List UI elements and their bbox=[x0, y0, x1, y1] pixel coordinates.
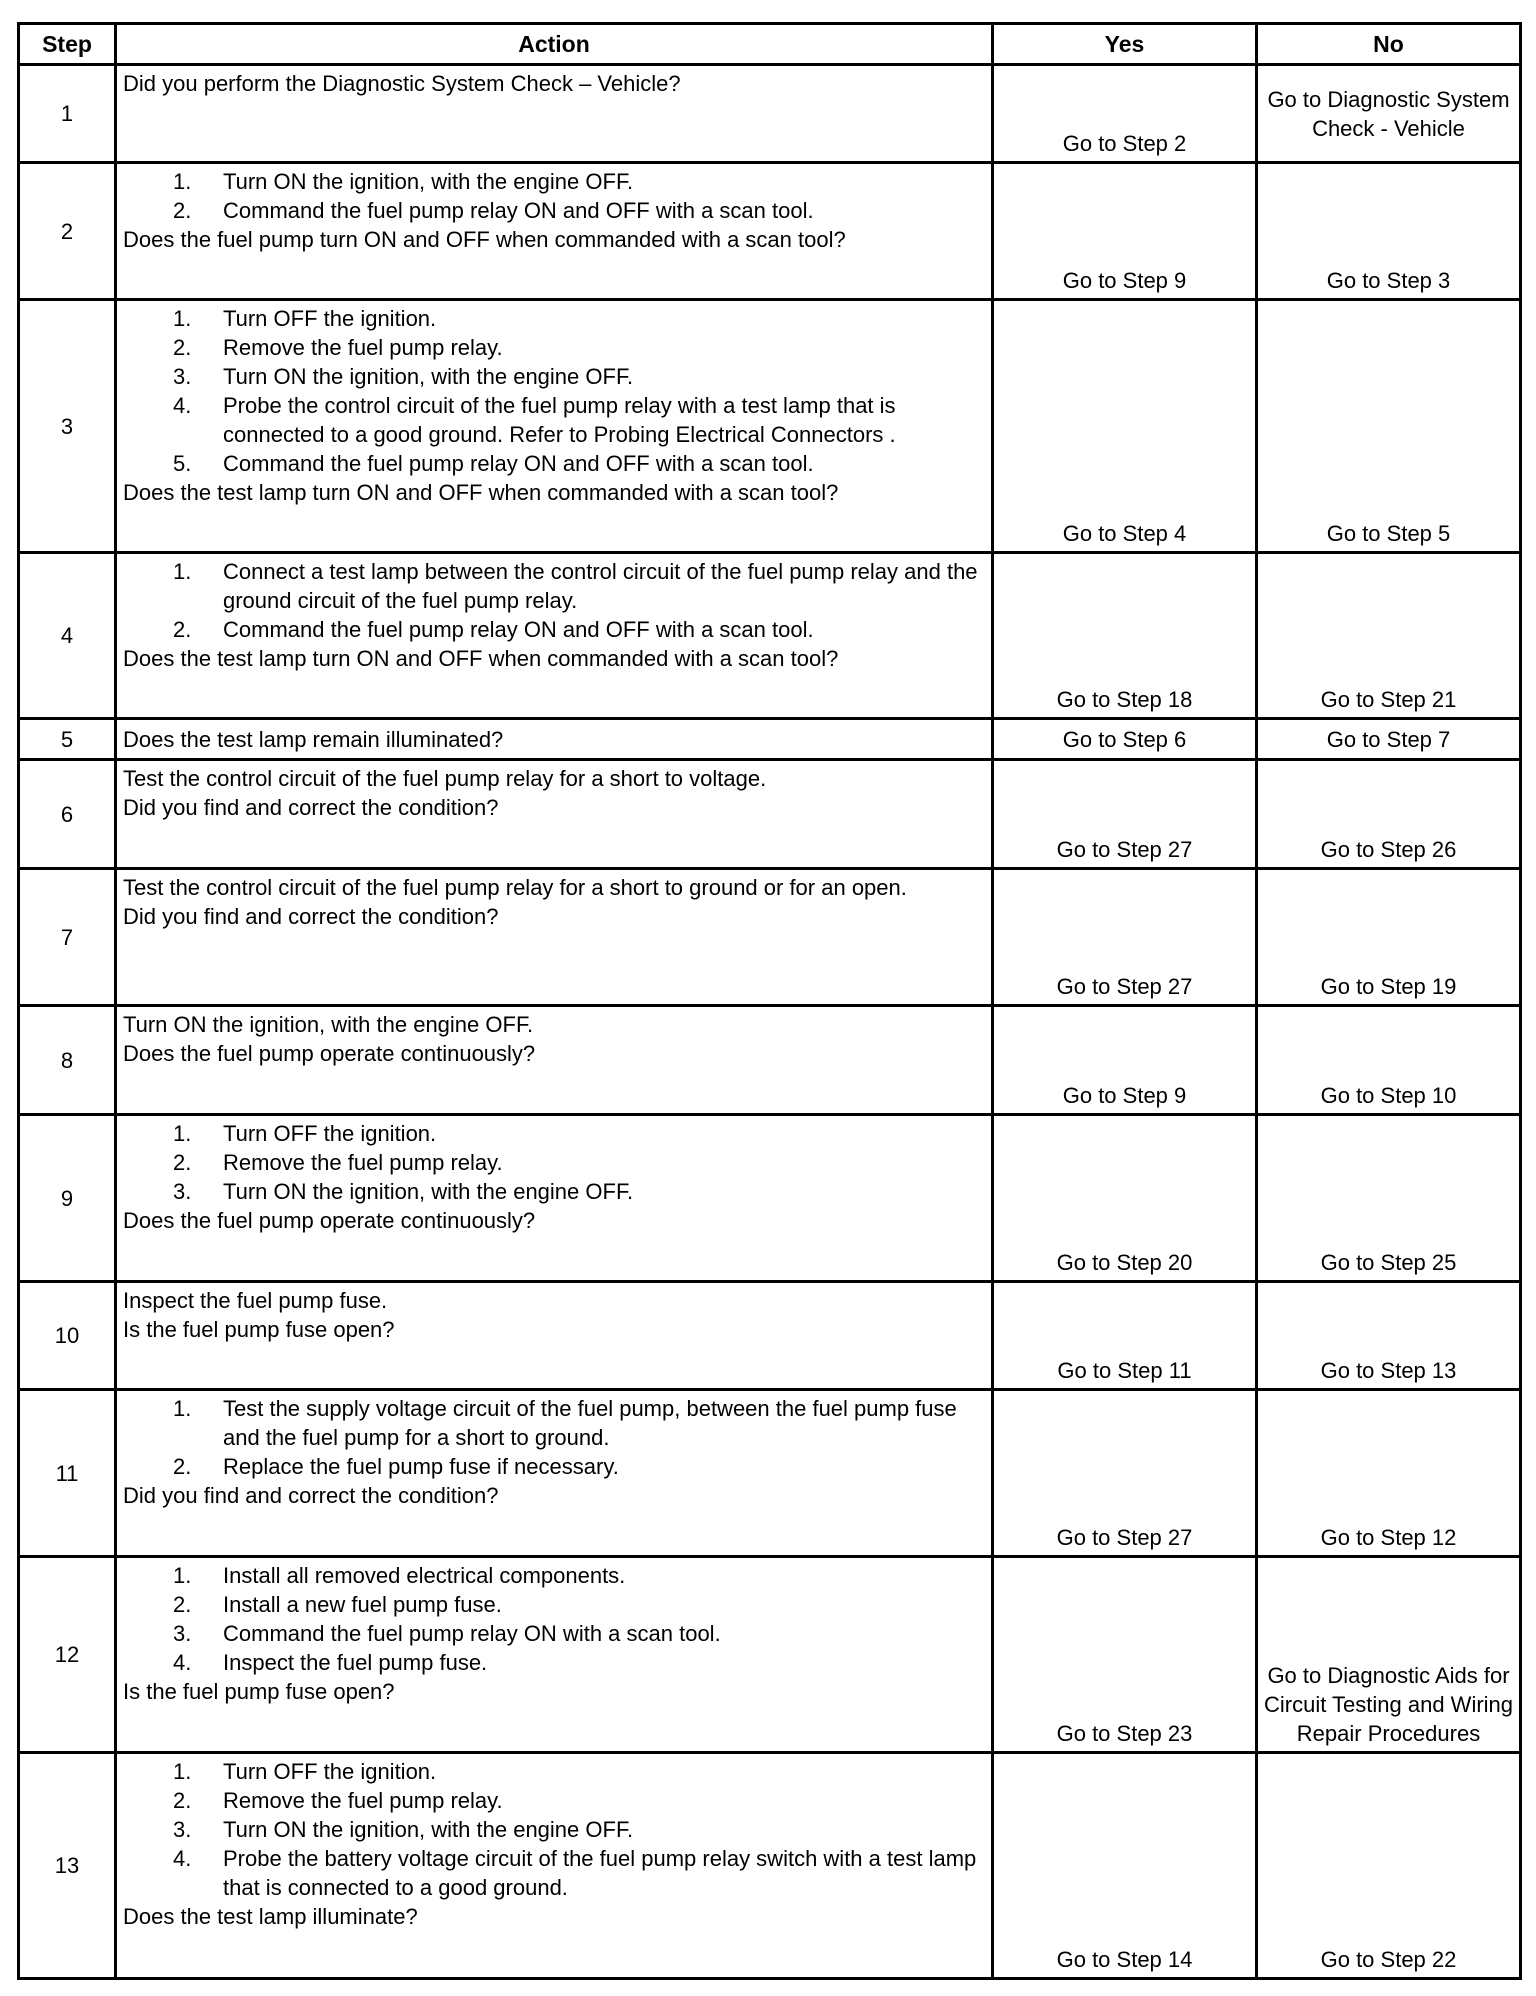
table-row bbox=[19, 1557, 1521, 1753]
action-cell bbox=[116, 1390, 993, 1557]
action-steps bbox=[123, 557, 987, 644]
action-question: Does the test lamp illuminate? bbox=[123, 1904, 418, 1929]
step-number: 13 bbox=[19, 1753, 116, 1979]
action-steps bbox=[123, 1561, 987, 1677]
step-number: 3 bbox=[19, 300, 116, 553]
action-question: Is the fuel pump fuse open? bbox=[123, 1679, 395, 1704]
action-cell bbox=[116, 1557, 993, 1753]
yes-cell: Go to Step 9 bbox=[993, 163, 1257, 300]
action-step-item: 2. Remove the fuel pump relay. bbox=[173, 1150, 503, 1175]
step-number: 1 bbox=[19, 65, 116, 163]
table-row bbox=[19, 869, 1521, 1006]
no-cell: Go to Diagnostic Aids for Circuit Testing and Wiring Repair Procedures bbox=[1257, 1557, 1521, 1753]
action-step-item: 5. Command the fuel pump relay ON and OFF with a scan tool. bbox=[173, 451, 814, 476]
action-step-item: 4. Inspect the fuel pump fuse. bbox=[173, 1650, 488, 1675]
action-question: Did you find and correct the condition? bbox=[123, 795, 499, 820]
action-step-item: 3. Turn ON the ignition, with the engine OFF. bbox=[173, 1179, 634, 1204]
yes-cell: Go to Step 6 bbox=[993, 719, 1257, 760]
step-number: 9 bbox=[19, 1115, 116, 1282]
action-step-item: 2. Install a new fuel pump fuse. bbox=[173, 1592, 502, 1617]
header-action: Action bbox=[116, 24, 993, 65]
yes-cell: Go to Step 27 bbox=[993, 760, 1257, 869]
table-row bbox=[19, 1282, 1521, 1390]
action-step-item: 2. Command the fuel pump relay ON and OFF with a scan tool. bbox=[173, 198, 814, 223]
yes-cell: Go to Step 11 bbox=[993, 1282, 1257, 1390]
no-cell: Go to Step 12 bbox=[1257, 1390, 1521, 1557]
action-question: Does the test lamp turn ON and OFF when commanded with a scan tool? bbox=[123, 646, 839, 671]
action-cell bbox=[116, 719, 993, 760]
no-cell: Go to Step 7 bbox=[1257, 719, 1521, 760]
action-question: Did you find and correct the condition? bbox=[123, 1483, 499, 1508]
no-cell: Go to Step 22 bbox=[1257, 1753, 1521, 1979]
action-cell bbox=[116, 553, 993, 719]
action-cell bbox=[116, 300, 993, 553]
action-cell bbox=[116, 1006, 993, 1115]
table-row bbox=[19, 719, 1521, 760]
action-step-item: 1. Turn ON the ignition, with the engine OFF. bbox=[173, 169, 634, 194]
no-cell: Go to Step 13 bbox=[1257, 1282, 1521, 1390]
action-step-item: 3. Turn ON the ignition, with the engine OFF. bbox=[173, 364, 634, 389]
header-yes: Yes bbox=[993, 24, 1257, 65]
action-step-item: 1. Turn OFF the ignition. bbox=[173, 306, 437, 331]
step-number: 6 bbox=[19, 760, 116, 869]
action-question: Did you find and correct the condition? bbox=[123, 904, 499, 929]
action-intro: Test the control circuit of the fuel pump relay for a short to ground or for an open. bbox=[123, 875, 907, 900]
action-question: Does the fuel pump turn ON and OFF when commanded with a scan tool? bbox=[123, 227, 846, 252]
action-cell bbox=[116, 869, 993, 1006]
action-step-item: 1. Connect a test lamp between the control circuit of the fuel pump relay and the ground circuit of the fuel pump relay. bbox=[173, 559, 978, 613]
yes-cell: Go to Step 27 bbox=[993, 1390, 1257, 1557]
no-cell: Go to Step 10 bbox=[1257, 1006, 1521, 1115]
no-cell: Go to Step 25 bbox=[1257, 1115, 1521, 1282]
action-step-item: 4. Probe the control circuit of the fuel pump relay with a test lamp that is connected to a good ground. Refer to Probing Electrical Connectors . bbox=[173, 393, 896, 447]
yes-cell: Go to Step 27 bbox=[993, 869, 1257, 1006]
action-question: Did you perform the Diagnostic System Check – Vehicle? bbox=[123, 71, 681, 96]
action-step-item: 2. Command the fuel pump relay ON and OFF with a scan tool. bbox=[173, 617, 814, 642]
step-number: 7 bbox=[19, 869, 116, 1006]
action-step-item: 1. Install all removed electrical components. bbox=[173, 1563, 626, 1588]
table-row bbox=[19, 1390, 1521, 1557]
action-step-item: 3. Turn ON the ignition, with the engine OFF. bbox=[173, 1817, 634, 1842]
yes-cell: Go to Step 23 bbox=[993, 1557, 1257, 1753]
step-number: 2 bbox=[19, 163, 116, 300]
action-question: Is the fuel pump fuse open? bbox=[123, 1317, 395, 1342]
action-cell bbox=[116, 163, 993, 300]
yes-cell: Go to Step 18 bbox=[993, 553, 1257, 719]
action-intro: Turn ON the ignition, with the engine OFF. bbox=[123, 1012, 534, 1037]
action-step-item: 1. Test the supply voltage circuit of the fuel pump, between the fuel pump fuse and the fuel pump for a short to ground. bbox=[173, 1396, 957, 1450]
table-row bbox=[19, 553, 1521, 719]
action-steps bbox=[123, 304, 987, 478]
no-cell: Go to Step 26 bbox=[1257, 760, 1521, 869]
action-step-item: 4. Probe the battery voltage circuit of the fuel pump relay switch with a test lamp that is connected to a good ground. bbox=[173, 1846, 977, 1900]
table-row bbox=[19, 300, 1521, 553]
action-intro: Test the control circuit of the fuel pump relay for a short to voltage. bbox=[123, 766, 767, 791]
action-step-item: 2. Remove the fuel pump relay. bbox=[173, 335, 503, 360]
no-cell: Go to Diagnostic System Check - Vehicle bbox=[1257, 65, 1521, 163]
yes-cell: Go to Step 14 bbox=[993, 1753, 1257, 1979]
header-no: No bbox=[1257, 24, 1521, 65]
step-number: 5 bbox=[19, 719, 116, 760]
action-cell bbox=[116, 65, 993, 163]
action-question: Does the test lamp remain illuminated? bbox=[123, 726, 504, 752]
yes-cell: Go to Step 20 bbox=[993, 1115, 1257, 1282]
action-step-item: 1. Turn OFF the ignition. bbox=[173, 1121, 437, 1146]
no-cell: Go to Step 21 bbox=[1257, 553, 1521, 719]
action-question: Does the test lamp turn ON and OFF when commanded with a scan tool? bbox=[123, 480, 839, 505]
no-cell: Go to Step 19 bbox=[1257, 869, 1521, 1006]
header-step: Step bbox=[19, 24, 116, 65]
action-step-item: 2. Remove the fuel pump relay. bbox=[173, 1788, 503, 1813]
action-steps bbox=[123, 1119, 987, 1206]
action-cell bbox=[116, 1115, 993, 1282]
no-cell: Go to Step 5 bbox=[1257, 300, 1521, 553]
step-number: 12 bbox=[19, 1557, 116, 1753]
table-row bbox=[19, 1115, 1521, 1282]
yes-cell: Go to Step 4 bbox=[993, 300, 1257, 553]
action-cell bbox=[116, 760, 993, 869]
yes-cell: Go to Step 2 bbox=[993, 65, 1257, 163]
diagnostic-table bbox=[17, 22, 1522, 1980]
table-row bbox=[19, 1006, 1521, 1115]
table-row bbox=[19, 760, 1521, 869]
yes-cell: Go to Step 9 bbox=[993, 1006, 1257, 1115]
action-cell bbox=[116, 1282, 993, 1390]
table-row bbox=[19, 163, 1521, 300]
action-step-item: 1. Turn OFF the ignition. bbox=[173, 1759, 437, 1784]
action-intro: Inspect the fuel pump fuse. bbox=[123, 1288, 388, 1313]
step-number: 11 bbox=[19, 1390, 116, 1557]
action-question: Does the fuel pump operate continuously? bbox=[123, 1041, 536, 1066]
action-steps bbox=[123, 1757, 987, 1902]
header-row bbox=[19, 24, 1521, 65]
step-number: 10 bbox=[19, 1282, 116, 1390]
action-step-item: 3. Command the fuel pump relay ON with a scan tool. bbox=[173, 1621, 721, 1646]
action-cell bbox=[116, 1753, 993, 1979]
step-number: 8 bbox=[19, 1006, 116, 1115]
table-row bbox=[19, 1753, 1521, 1979]
action-steps bbox=[123, 1394, 987, 1481]
table-row bbox=[19, 65, 1521, 163]
action-step-item: 2. Replace the fuel pump fuse if necessary. bbox=[173, 1454, 619, 1479]
no-cell: Go to Step 3 bbox=[1257, 163, 1521, 300]
action-question: Does the fuel pump operate continuously? bbox=[123, 1208, 536, 1233]
action-steps bbox=[123, 167, 987, 225]
step-number: 4 bbox=[19, 553, 116, 719]
